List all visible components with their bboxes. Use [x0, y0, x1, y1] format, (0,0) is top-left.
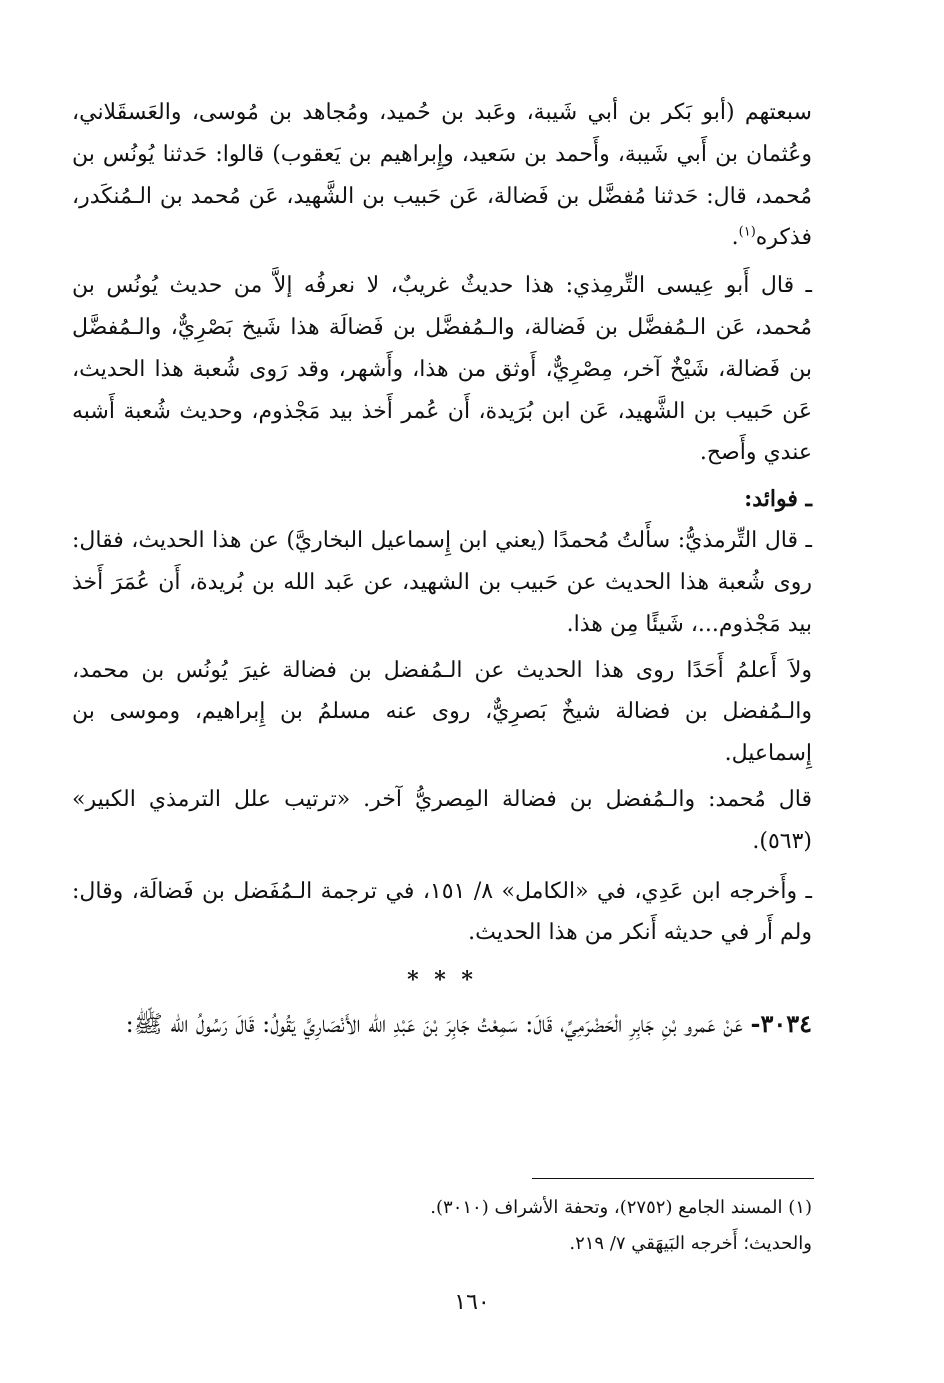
paragraph-tirmidhi-comment: ـ قال أَبو عِيسى التِّرمِذي: هذا حديثٌ غريبٌ، لا نعرفُه إلاَّ من حديث يُونُس بن مُحمد، عَن الـمُفضَّل بن فَضالة، والـمُفضَّل بن فَضالَة هذا شَيخ بَصْرِيٌّ، والـمُفضَّل بن فَضالة، شَيْخٌ آخر، مِصْرِيٌّ، أَوثق من هذا، وأَشهر، وقد رَوى شُعبة هذا الحديث، عَن حَبيب بن الشَّهيد، عَن ابن بُرَيدة، أَن عُمر أَخذ بيد مَجْذوم، وحديث شُعبة أَشبه عندي وأَصح.: [72, 273, 812, 466]
paragraph-isnad-end: .: [731, 225, 739, 251]
footnote-1: (١) المسند الجامع (٢٧٥٢)، وتحفة الأشراف (٣٠١٠).: [430, 1197, 812, 1218]
paragraph-bukhari-question: ـ قال التِّرمذيُّ: سأَلتُ مُحمدًا (يعني ابن إِسماعيل البخاريَّ) عن هذا الحديث، فقال: روى شُعبة هذا الحديث عن حَبيب بن الشهيد، عن عَبد الله بن بُريدة، أَن عُمَرَ أَخذ بيد مَجْذوم...، شَيئًا مِن هذا.: [72, 528, 812, 637]
hadith-entry: [72, 1002, 812, 1046]
page-body: [72, 92, 812, 1046]
paragraph-isnad: [72, 92, 812, 259]
section-separator: * * *: [407, 967, 477, 994]
footnote-divider: [532, 1178, 814, 1179]
hadith-text: عَنْ عَمرو بْنِ جَابِرِ الْحَضْرَمِيِّ، قَالَ: سَمِعْتُ جَابِرَ بْنَ عَبْدِ الله الأَنْصَارِيَّ يَقُولُ: قَالَ رَسُولُ الله ﷺ:: [125, 1010, 743, 1039]
footnote-ref-1[interactable]: (١): [738, 225, 756, 241]
footnote-1-continuation: والحديث؛ أَخرجه البَيهَقي ٧/ ٢١٩.: [569, 1233, 812, 1254]
section-heading-fawaid: ـ فوائد:: [744, 486, 812, 513]
paragraph-isnad-text: سبعتهم (أبو بَكر بن أبي شَيبة، وعَبد بن حُميد، ومُجاهد بن مُوسى، والعَسقَلاني، وعُثمان بن أَبي شَيبة، وأَحمد بن سَعيد، وإِبراهيم بن يَعقوب) قالوا: حَدثنا يُونُس بن مُحمد، قال: حَدثنا مُفضَّل بن فَضالة، عَن حَبيب بن الشَّهيد، عَن مُحمد بن الـمُنكَدر، فذكره: [72, 100, 812, 251]
paragraph-mufaddal-note: ولاَ أَعلمُ أَحَدًا روى هذا الحديث عن الـمُفضل بن فضالة غيرَ يُونُس بن محمد، والـمُفضل بن فضالة شيخٌ بَصرِيٌّ، روى عنه مسلمُ بن إِبراهيم، وموسى بن إِسماعيل.: [72, 657, 812, 767]
footnotes: [72, 1190, 812, 1262]
paragraph-ibn-adi: ـ وأَخرجه ابن عَدِي، في «الكامل» ٨/ ١٥١، في ترجمة الـمُفَضل بن فَضالَة، وقال: ولم أَر في حديثه أَنكر من هذا الحديث.: [72, 878, 812, 946]
page-number: ١٦٠: [454, 1290, 490, 1315]
hadith-number: ٣٠٣٤-: [750, 1009, 812, 1039]
paragraph-muhammad-quote: قال مُحمد: والـمُفضل بن فضالة المِصريُّ آخر. «ترتيب علل الترمذي الكبير» (٥٦٣).: [72, 786, 812, 854]
